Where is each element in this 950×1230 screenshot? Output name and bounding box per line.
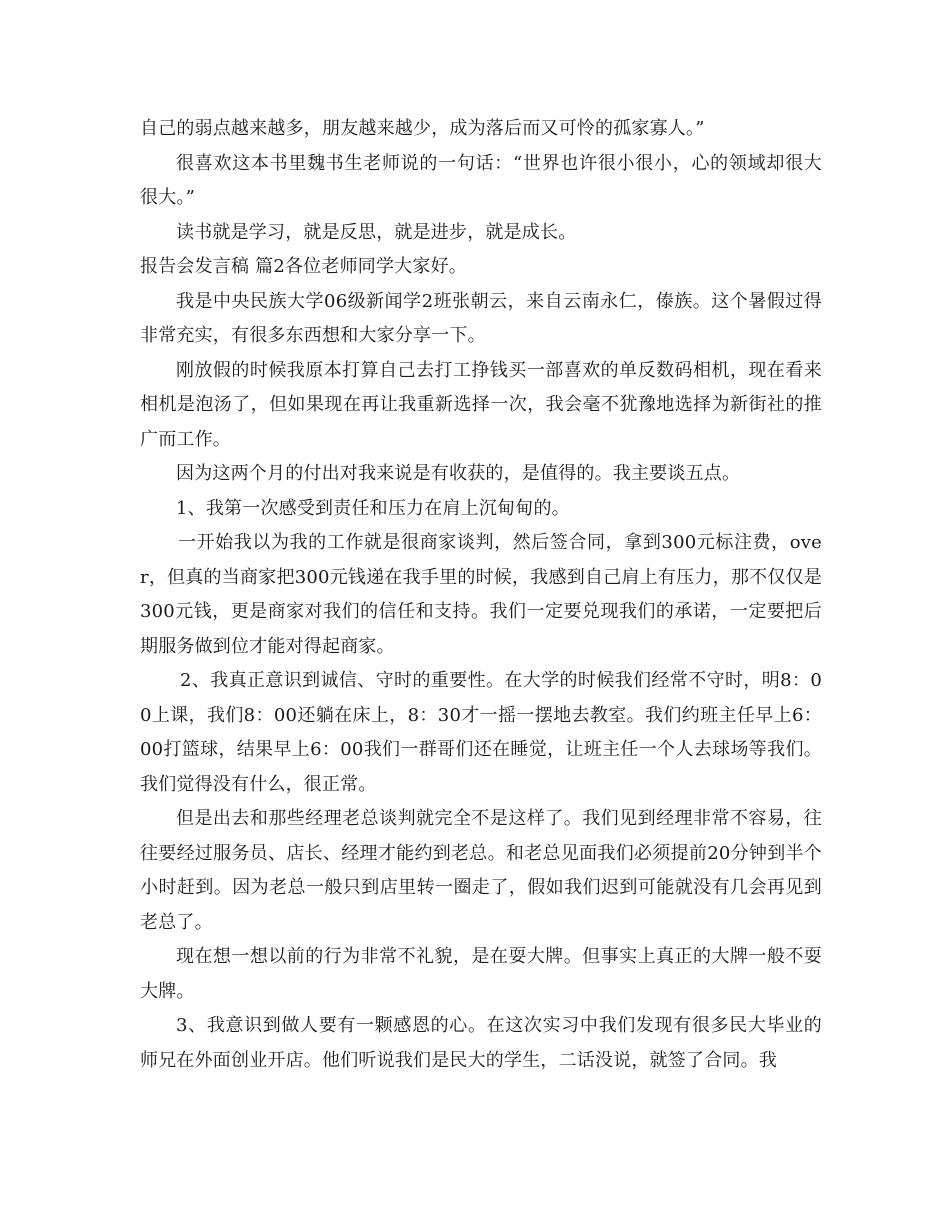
paragraph: 很喜欢这本书里魏书生老师说的一句话：“世界也许很小很小，心的领域却很大很大。”: [140, 152, 822, 208]
list-point: 3、我意识到做人要有一颗感恩的心。在这次实习中我们发现有很多民大毕业的师兄在外面创业开店。他们听说我们是民大的学生，二话没说，就签了合同。我: [140, 1015, 822, 1071]
paragraph: 因为这两个月的付出对我来说是有收获的，是值得的。我主要谈五点。: [176, 463, 741, 484]
paragraph: 自己的弱点越来越多，朋友越来越少，成为落后而又可怜的孤家寡人。”: [140, 118, 705, 139]
section-heading: 报告会发言稿 篇2各位老师同学大家好。: [140, 256, 467, 277]
paragraph: 我是中央民族大学06级新闻学2班张朝云，来自云南永仁，傣族。这个暑假过得非常充实，有很多东西想和大家分享一下。: [140, 290, 822, 346]
list-point: 1、我第一次感受到责任和压力在肩上沉甸甸的。: [176, 497, 570, 519]
document-body: [140, 112, 822, 1078]
paragraph: 但是出去和那些经理老总谈判就完全不是这样了。我们见到经理非常不容易，往往要经过服务员、店长、经理才能约到老总。和老总见面我们必须提前20分钟到半个小时赶到。因为老总一般只到店里转一圈走了，假如我们迟到可能就没有几会再见到老总了。: [140, 808, 822, 933]
list-point: 2、我真正意识到诚信、守时的重要性。在大学的时候我们经常不守时，明8：00上课，我们8：00还躺在床上，8：30才一摇一摆地去教室。我们约班主任早上6：00打篮球，结果早上6：00我们一群哥们还在睡觉，让班主任一个人去球场等我们。我们觉得没有什么，很正常。: [140, 670, 822, 795]
paragraph: 读书就是学习，就是反思，就是进步，就是成长。: [176, 221, 577, 243]
paragraph: 一开始我以为我的工作就是很商家谈判，然后签合同，拿到300元标注费，over，但真的当商家把300元钱递在我手里的时候，我感到自己肩上有压力，那不仅仅是300元钱，更是商家对我们的信任和支持。我们一定要兑现我们的承诺，一定要把后期服务做到位才能对得起商家。: [140, 532, 822, 657]
paragraph: 刚放假的时候我原本打算自己去打工挣钱买一部喜欢的单反数码相机，现在看来相机是泡汤了，但如果现在再让我重新选择一次，我会毫不犹豫地选择为新街社的推广而工作。: [140, 359, 822, 450]
paragraph: 现在想一想以前的行为非常不礼貌，是在耍大牌。但事实上真正的大牌一般不耍大牌。: [140, 946, 822, 1002]
